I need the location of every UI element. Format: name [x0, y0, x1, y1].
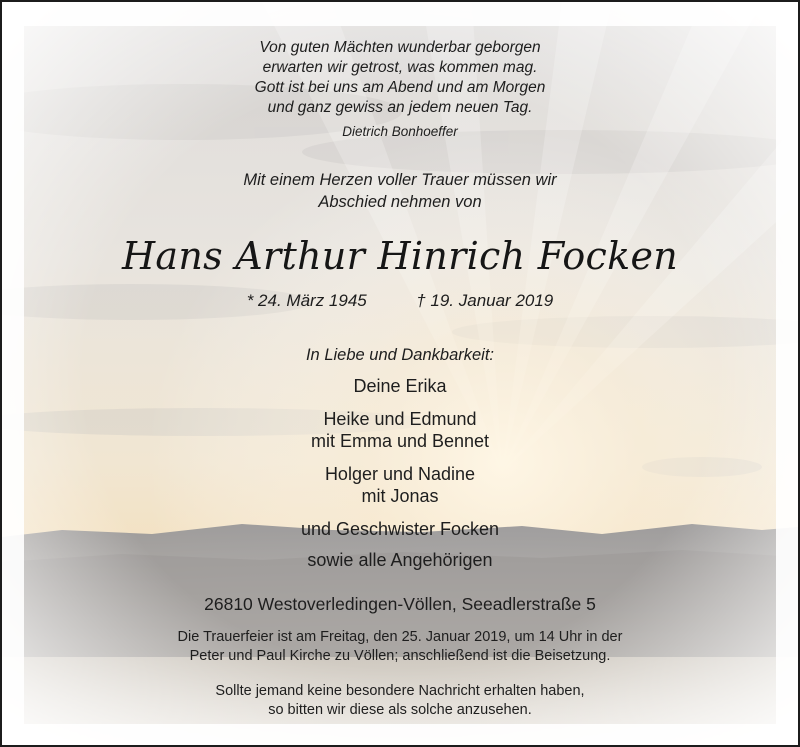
closing-line-1: Sollte jemand keine besondere Nachricht erhalten haben, [215, 683, 585, 699]
funeral-line-1: Die Trauerfeier ist am Freitag, den 25. Januar 2019, um 14 Uhr in der [177, 629, 623, 645]
mourners-intro: In Liebe und Dankbarkeit: [305, 346, 495, 364]
funeral-line-2: Peter und Paul Kirche zu Völlen; anschließend ist die Beisetzung. [189, 648, 611, 664]
poem-line-2: erwarten wir getrost, was kommen mag. [262, 59, 538, 76]
death-date: † 19. Januar 2019 [416, 291, 554, 310]
closing-line-2: so bitten wir diese als solche anzusehen. [268, 702, 532, 718]
poem-author: Dietrich Bonhoeffer [342, 124, 458, 139]
poem-line-3: Gott ist bei uns am Abend und am Morgen [254, 79, 546, 96]
mourner-erika: Deine Erika [353, 376, 447, 396]
mourner-heike-edmund: Heike und Edmund [323, 409, 477, 429]
life-dates [2, 291, 798, 311]
mourner-relatives: sowie alle Angehörigen [307, 550, 493, 570]
notice-content [2, 2, 798, 745]
mourner-jonas: mit Jonas [361, 486, 439, 506]
intro-line-2: Abschied nehmen von [318, 193, 482, 211]
poem-line-1: Von guten Mächten wunderbar geborgen [259, 39, 541, 56]
mourner-siblings: und Geschwister Focken [300, 519, 500, 539]
deceased-name: Hans Arthur Hinrich Focken [121, 234, 679, 278]
mourner-holger-nadine: Holger und Nadine [324, 464, 476, 484]
birth-date: * 24. März 1945 [246, 291, 367, 310]
intro-line-1: Mit einem Herzen voller Trauer müssen wir [243, 171, 557, 189]
family-address: 26810 Westoverledingen-Völlen, Seeadlerstraße 5 [204, 594, 596, 614]
poem-line-4: und ganz gewiss an jedem neuen Tag. [267, 99, 533, 116]
mourner-emma-bennet: mit Emma und Bennet [310, 431, 490, 451]
